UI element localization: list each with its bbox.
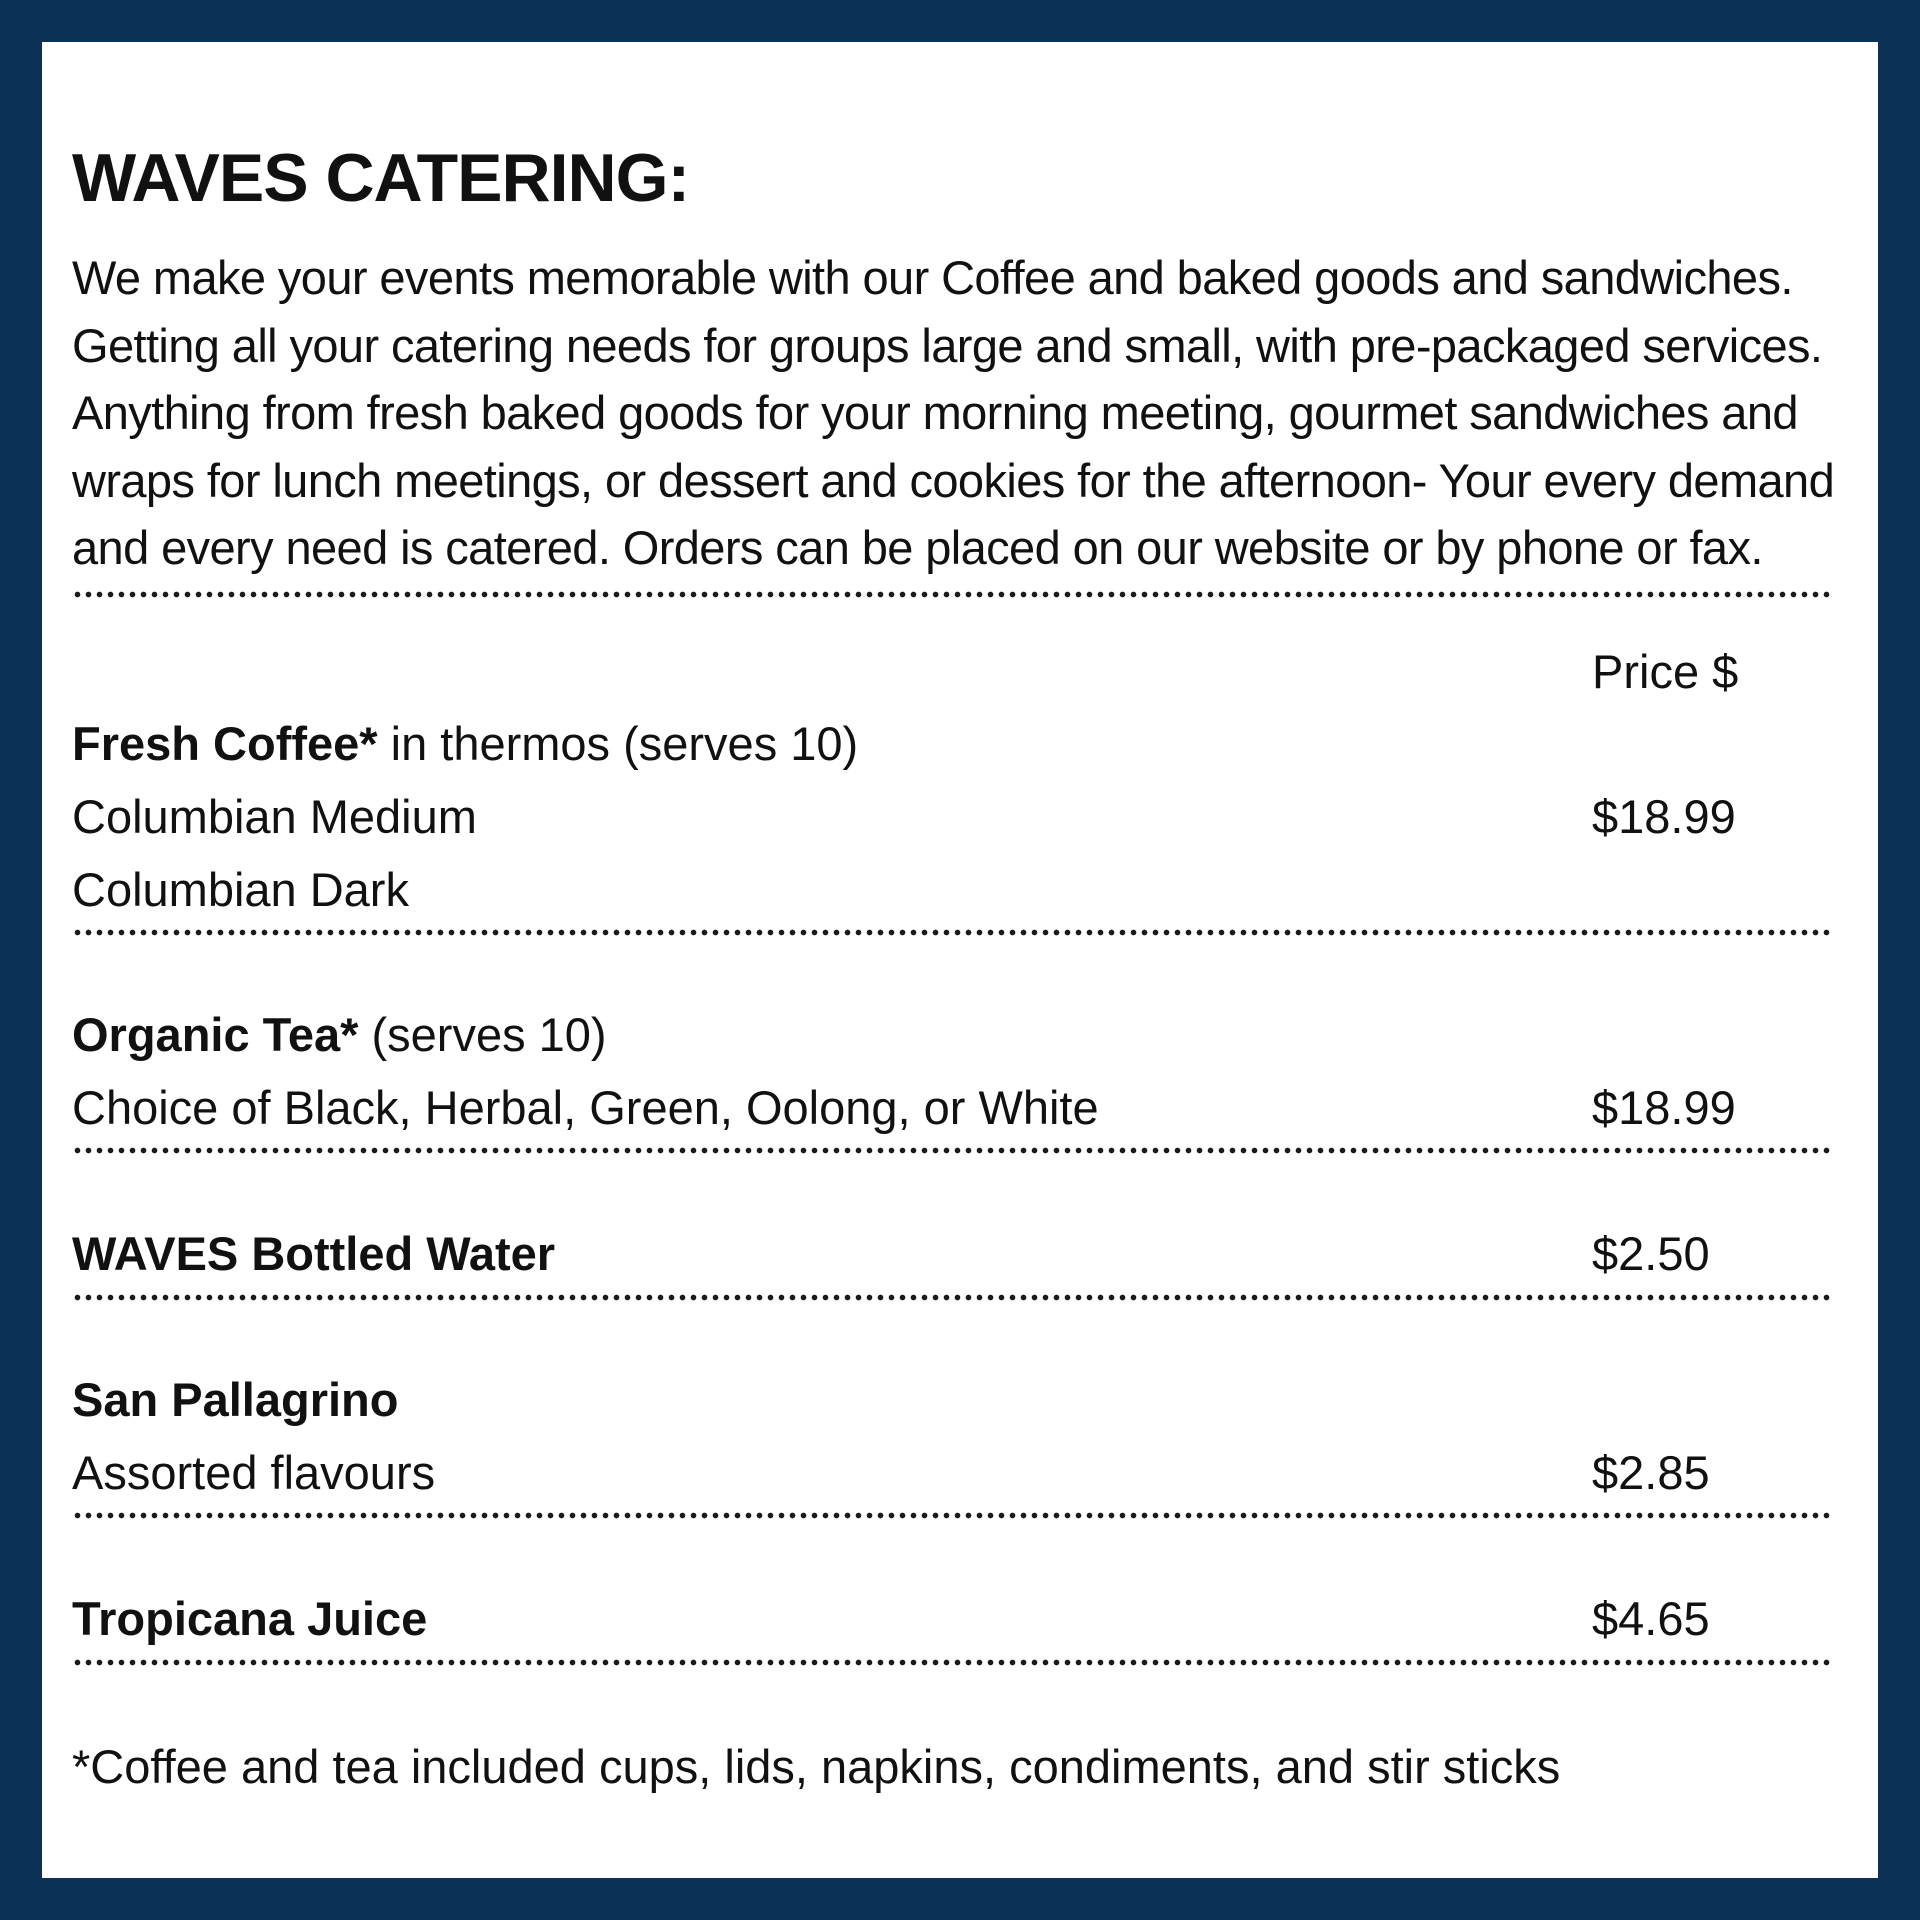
dotted-divider [72,1147,1832,1154]
item-name: Tropicana Juice [72,1592,428,1645]
intro-line: Anything from fresh baked goods for your morning meeting, gourmet sandwiches and [72,386,1798,439]
dotted-divider [72,591,1832,598]
item-name: Organic Tea* [72,1008,359,1061]
intro-line: Getting all your catering needs for groups large and small, with pre-packaged services. [72,318,1823,372]
item-name: Fresh Coffee* [72,717,378,770]
item-sub-line: Choice of Black, Herbal, Green, Oolong, or White [72,1081,1099,1134]
menu-item-san-pallagrino [72,1370,1772,1430]
dotted-divider [72,1294,1832,1301]
item-price: $4.65 [1592,1592,1710,1645]
item-price: $2.85 [1592,1446,1710,1499]
item-detail: (serves 10) [358,1008,607,1061]
dotted-divider [72,929,1832,936]
item-detail: in thermos (serves 10) [377,717,859,770]
menu-item-bottled-water [72,1224,1772,1284]
price-column-header: Price $ [1592,645,1739,698]
footnote: *Coffee and tea included cups, lids, napkins, condiments, and stir sticks [72,1740,1561,1793]
intro-paragraph [72,244,1852,582]
dotted-divider [72,1659,1832,1666]
page-title: WAVES CATERING: [72,140,690,216]
item-price: $18.99 [1592,1081,1736,1134]
menu-card [42,42,1878,1878]
intro-line: wraps for lunch meetings, or dessert and cookies for the afternoon- Your every demand [72,453,1835,507]
item-name: WAVES Bottled Water [72,1227,556,1280]
item-name: San Pallagrino [72,1373,399,1426]
dotted-divider [72,1512,1832,1519]
item-sub-line: Columbian Dark [72,863,409,916]
item-price: $2.50 [1592,1227,1710,1280]
intro-line: and every need is catered. Orders can be placed on our website or by phone or fax. [72,521,1763,574]
item-price: $18.99 [1592,790,1736,843]
menu-item-tropicana-juice [72,1589,1772,1649]
menu-item-organic-tea [72,1005,1772,1065]
intro-line: We make your events memorable with our Coffee and baked goods and sandwiches. [72,251,1793,304]
item-sub-line: Columbian Medium [72,790,477,843]
menu-item-fresh-coffee [72,714,1772,774]
item-sub-line: Assorted flavours [72,1446,436,1499]
